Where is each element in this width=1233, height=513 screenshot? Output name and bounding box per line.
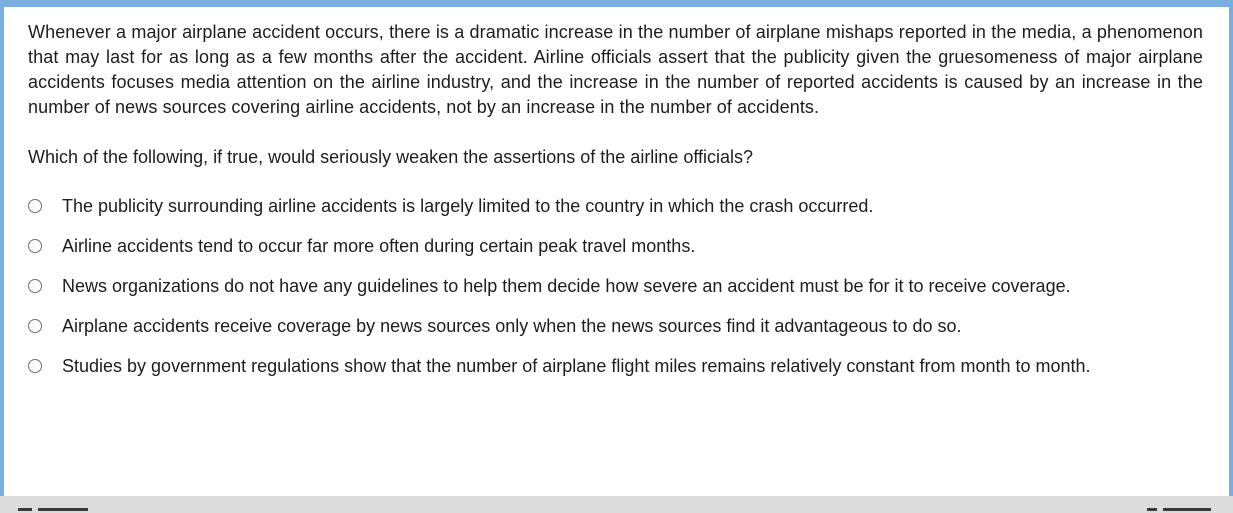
toolbar-icon[interactable] — [1147, 508, 1157, 511]
answer-option-c[interactable] — [28, 266, 1203, 306]
answer-option-label: Airplane accidents receive coverage by news sources only when the news sources find it advantageous to do so. — [62, 315, 962, 336]
answer-option-label: Airline accidents tend to occur far more often during certain peak travel months. — [62, 235, 696, 256]
answer-option-label: The publicity surrounding airline accidents is largely limited to the country in which the crash occurred. — [62, 195, 874, 216]
bottom-right-toolbar-items[interactable] — [1141, 508, 1221, 513]
answer-option-label: News organizations do not have any guidelines to help them decide how severe an accident must be for it to receive coverage. — [62, 275, 1071, 296]
question-panel — [28, 20, 1203, 386]
answer-option-d[interactable] — [28, 306, 1203, 346]
radio-button-icon[interactable] — [28, 319, 42, 333]
radio-button-icon[interactable] — [28, 199, 42, 213]
toolbar-icon[interactable] — [18, 508, 32, 511]
question-stem: Which of the following, if true, would seriously weaken the assertions of the airline officials? — [28, 147, 754, 167]
passage-text: Whenever a major airplane accident occurs, there is a dramatic increase in the number of airplane mishaps reported in the media, a phenomenon that may last for as long as a few months after the accident. Airline officials assert that the publicity given the gruesomeness of major airplane accidents focuses media attention on the airline industry, and the increase in the number of reported accidents is caused by an increase in the number of news sources covering airline accidents, not by an increase in the number of accidents. — [28, 22, 1203, 117]
answer-options — [28, 186, 1203, 386]
answer-option-label: Studies by government regulations show that the number of airplane flight miles remains relatively constant from month to month. — [62, 355, 1091, 376]
radio-button-icon[interactable] — [28, 239, 42, 253]
answer-option-a[interactable] — [28, 186, 1203, 226]
toolbar-label-truncated[interactable] — [1163, 508, 1211, 511]
top-accent-bar — [0, 0, 1233, 7]
toolbar-label-truncated[interactable] — [38, 508, 88, 511]
bottom-left-toolbar-items[interactable] — [18, 508, 108, 513]
answer-option-e[interactable] — [28, 346, 1203, 386]
answer-option-b[interactable] — [28, 226, 1203, 266]
right-frame-border — [1229, 0, 1233, 496]
radio-button-icon[interactable] — [28, 279, 42, 293]
radio-button-icon[interactable] — [28, 359, 42, 373]
bottom-toolbar — [0, 496, 1233, 513]
left-frame-border — [0, 0, 4, 496]
